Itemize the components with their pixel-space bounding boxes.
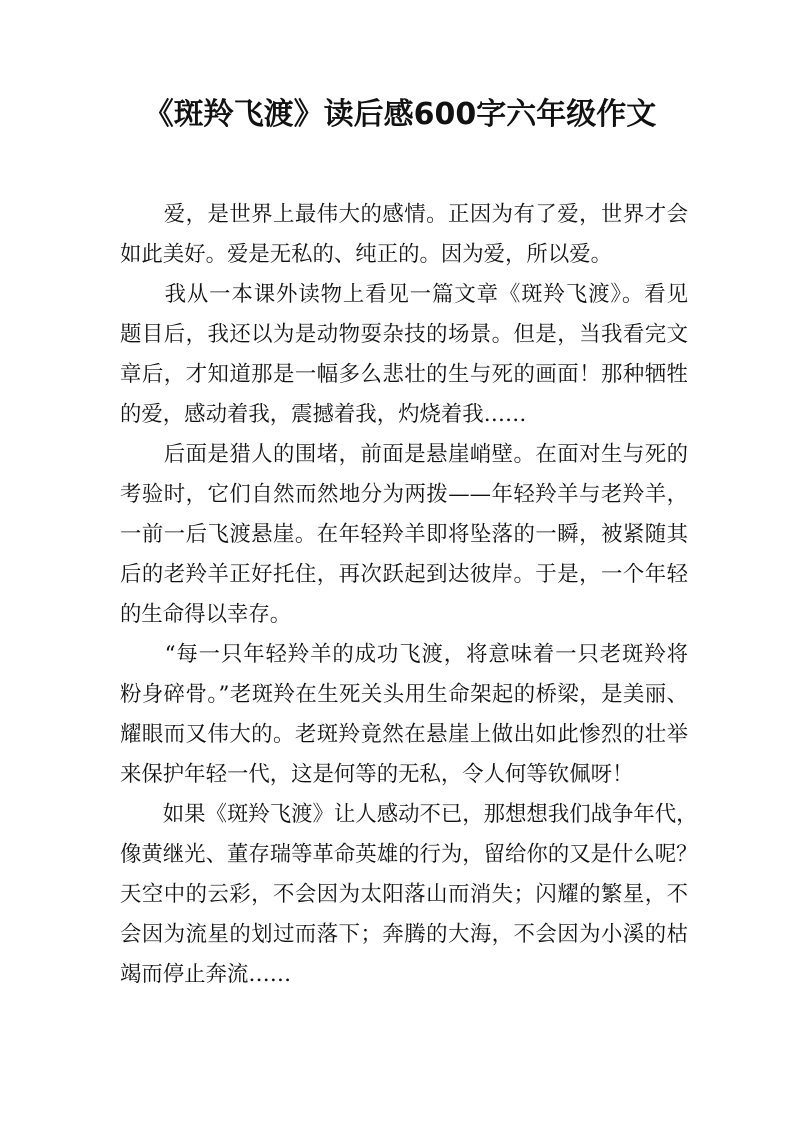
text-line: 如此美好。爱是无私的、纯正的。因为爱，所以爱。: [120, 242, 612, 267]
text-line: 来保护年轻一代，这是何等的无私，令人何等钦佩呀！: [120, 762, 634, 787]
paragraph: [120, 275, 688, 435]
text-line: 粉身碎骨。”老斑羚在生死关头用生命架起的桥梁，是美丽、: [120, 682, 688, 707]
text-line: 我从一本课外读物上看见一篇文章《斑羚飞渡》。看见: [120, 282, 688, 307]
text-line: 一前一后飞渡悬崖。在年轻羚羊即将坠落的一瞬，被紧随其: [120, 522, 688, 547]
text-line: 后的老羚羊正好托住，再次跃起到达彼岸。于是，一个年轻: [120, 562, 688, 587]
text-line: 耀眼而又伟大的。老斑羚竟然在悬崖上做出如此惨烈的壮举: [120, 722, 688, 747]
text-line: 章后，才知道那是一幅多么悲壮的生与死的画面！那种牺牲: [120, 362, 688, 387]
text-line: 天空中的云彩，不会因为太阳落山而消失；闪耀的繁星，不: [120, 882, 688, 907]
text-line: 后面是猎人的围堵，前面是悬崖峭壁。在面对生与死的: [120, 442, 688, 467]
text-line: 的生命得以幸存。: [120, 602, 292, 627]
text-line: 爱，是世界上最伟大的感情。正因为有了爱，世界才会: [120, 202, 688, 227]
text-line: 像黄继光、董存瑞等革命英雄的行为，留给你的又是什么呢？: [120, 842, 698, 867]
text-line: 如果《斑羚飞渡》让人感动不已，那想想我们战争年代，: [120, 802, 698, 827]
document-title: 《斑羚飞渡》读后感600字六年级作文: [143, 97, 657, 132]
text-line: “每一只年轻羚羊的成功飞渡，将意味着一只老斑羚将: [120, 642, 688, 667]
text-line: 的爱，感动着我，震撼着我，灼烧着我……: [120, 402, 527, 427]
text-line: 考验时，它们自然而然地分为两拨——年轻羚羊与老羚羊，: [120, 482, 688, 507]
text-line: 会因为流星的划过而落下；奔腾的大海，不会因为小溪的枯: [120, 922, 688, 947]
document-body: [120, 195, 698, 995]
paragraph: [120, 795, 698, 995]
text-line: 竭而停止奔流……: [120, 962, 292, 987]
paragraph: [120, 435, 688, 635]
text-line: 题目后，我还以为是动物耍杂技的场景。但是，当我看完文: [120, 322, 688, 347]
paragraph: [120, 195, 688, 275]
paragraph: [120, 635, 688, 795]
